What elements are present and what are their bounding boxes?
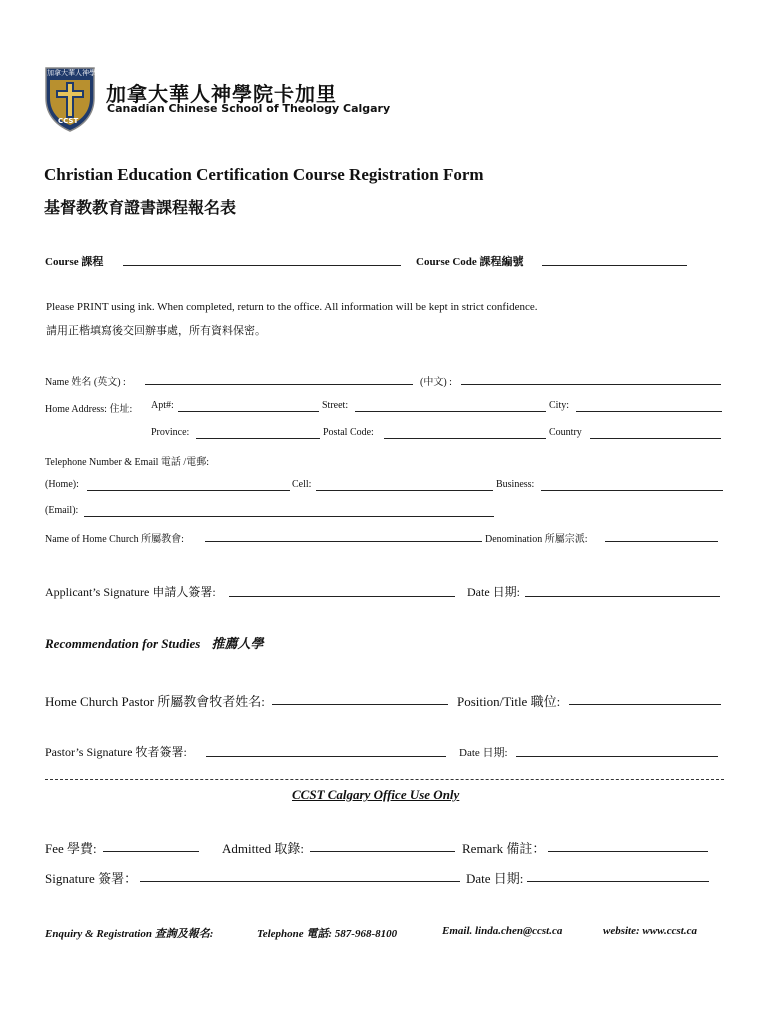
pastor-name-label: Home Church Pastor 所屬教會牧者姓名: [45, 694, 265, 709]
remark-label: Remark 備註： [462, 841, 546, 856]
office-signature-field[interactable] [140, 870, 460, 882]
postal-code-label: Postal Code: [323, 427, 374, 438]
cell-field[interactable] [316, 479, 493, 491]
recommendation-heading-en: Recommendation for Studies [45, 636, 201, 651]
name-en-label: Name 姓名 (英文) : [45, 377, 126, 388]
name-en-field[interactable] [145, 373, 413, 385]
apt-field[interactable] [178, 400, 319, 412]
remark-field[interactable] [548, 840, 708, 852]
email-label: (Email): [45, 505, 79, 516]
cell-label: Cell: [292, 479, 312, 490]
position-title-field[interactable] [569, 693, 721, 705]
logo-badge: CCST [58, 117, 79, 125]
name-zh-label: (中文) : [420, 377, 452, 388]
instructions-en: Please PRINT using ink. When completed, return to the office. All information will be kept in strict confidence. [46, 301, 538, 313]
business-label: Business: [496, 479, 535, 490]
admitted-label: Admitted 取錄: [222, 841, 304, 856]
pastor-date-field[interactable] [516, 745, 718, 757]
footer-telephone: Telephone 電話: 587-968-8100 [257, 928, 398, 940]
office-signature-label: Signature 簽署： [45, 871, 138, 886]
home-phone-label: (Home): [45, 479, 79, 490]
pastor-date-label: Date 日期: [459, 747, 508, 759]
applicant-signature-label: Applicant’s Signature 申請人簽署: [45, 585, 216, 599]
footer-enquiry: Enquiry & Registration 查詢及報名: [45, 928, 214, 940]
apt-label: Apt#: [151, 400, 174, 411]
street-label: Street: [322, 400, 349, 411]
home-phone-field[interactable] [87, 479, 290, 491]
office-date-label: Date 日期: [466, 871, 524, 886]
form-title-zh: 基督教教育證書課程報名表 [44, 198, 237, 217]
postal-code-field[interactable] [384, 427, 546, 439]
phone-email-label: Telephone Number & Email 電話 /電郵: [45, 457, 209, 468]
form-title-en: Christian Education Certification Course Registration Form [44, 165, 484, 184]
office-date-field[interactable] [527, 870, 709, 882]
applicant-date-label: Date 日期: [467, 585, 520, 599]
divider [45, 779, 724, 780]
province-label: Province: [151, 427, 190, 438]
country-label: Country [549, 427, 582, 438]
fee-field[interactable] [103, 840, 199, 852]
course-label: Course 課程 [45, 256, 104, 268]
instructions-zh: 請用正楷填寫後交回辦事處，所有資料保密。 [46, 324, 266, 337]
email-field[interactable] [84, 505, 494, 517]
denomination-label: Denomination 所屬宗派: [485, 534, 588, 545]
business-field[interactable] [541, 479, 723, 491]
admitted-field[interactable] [310, 840, 455, 852]
denomination-field[interactable] [605, 530, 718, 542]
fee-label: Fee 學費: [45, 841, 97, 856]
footer-website[interactable]: website: www.ccst.ca [603, 925, 697, 937]
name-zh-field[interactable] [461, 373, 721, 385]
province-field[interactable] [196, 427, 320, 439]
applicant-date-field[interactable] [525, 585, 720, 597]
footer-email[interactable]: Email. linda.chen@ccst.ca [442, 925, 563, 937]
pastor-name-field[interactable] [272, 693, 448, 705]
home-church-field[interactable] [205, 530, 482, 542]
applicant-signature-field[interactable] [229, 585, 455, 597]
recommendation-heading-zh: 推薦人學 [211, 636, 264, 651]
logo-top-text: 加拿大華人神學院 [47, 69, 103, 77]
course-field[interactable] [123, 254, 401, 266]
address-label: Home Address: 住址: [45, 404, 133, 415]
school-name-zh: 加拿大華人神學院卡加里 [106, 82, 337, 106]
pastor-signature-field[interactable] [206, 745, 446, 757]
recommendation-heading [45, 633, 264, 652]
school-name-en: Canadian Chinese School of Theology Calgary [107, 102, 391, 115]
office-use-heading: CCST Calgary Office Use Only [292, 787, 460, 802]
city-field[interactable] [576, 400, 722, 412]
home-church-label: Name of Home Church 所屬教會: [45, 534, 184, 545]
street-field[interactable] [355, 400, 546, 412]
course-code-field[interactable] [542, 254, 687, 266]
city-label: City: [549, 400, 570, 411]
course-code-label: Course Code 課程編號 [416, 256, 524, 268]
position-title-label: Position/Title 職位: [457, 694, 561, 709]
pastor-signature-label: Pastor’s Signature 牧者簽署: [45, 745, 187, 759]
country-field[interactable] [590, 427, 721, 439]
